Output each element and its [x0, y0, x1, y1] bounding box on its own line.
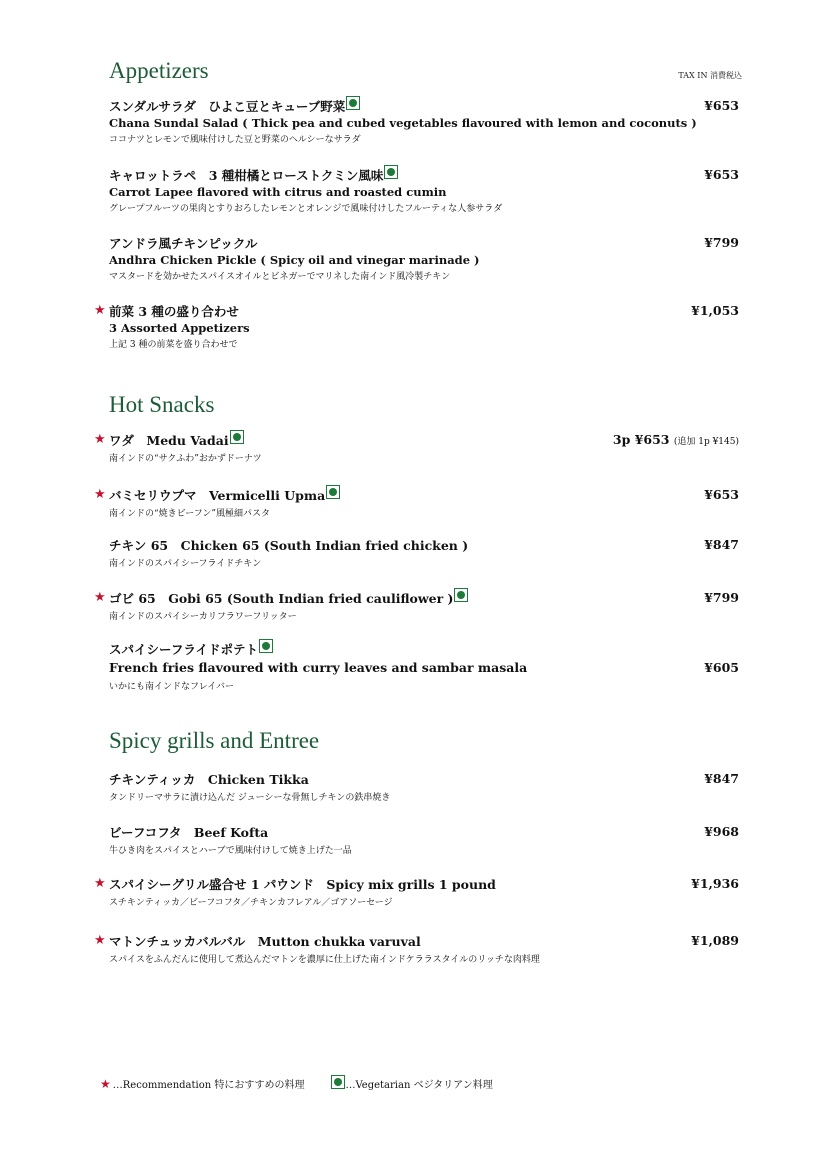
item-english: Andhra Chicken Pickle ( Spicy oil and vinegar marinade ) [109, 253, 480, 267]
vegetarian-icon [326, 485, 340, 499]
menu-item [94, 874, 739, 908]
section-title-grills: Spicy grills and Entree [109, 728, 320, 753]
menu-item [94, 931, 739, 965]
item-name: ビーフコフタ Beef Kofta [109, 824, 269, 840]
menu-item [94, 301, 739, 350]
item-name: スパイシーフライドポテト [109, 641, 259, 657]
item-description: タンドリーマサラに漬け込んだ ジューシーな骨無しチキンの鉄串焼き [109, 793, 391, 803]
item-price: ¥799 [704, 235, 739, 250]
item-name: マトンチュッカバルバル Mutton chukka varuval [109, 933, 421, 949]
menu-item [94, 96, 739, 145]
recommendation-star-icon: ★ [100, 1076, 111, 1091]
item-name: 前菜 3 種の盛り合わせ [109, 303, 239, 319]
item-price: ¥653 [704, 167, 739, 182]
item-price: ¥799 [704, 590, 739, 605]
tax-note: TAX IN 消費税込 [678, 71, 742, 80]
item-price: ¥1,936 [691, 876, 739, 891]
menu-item [94, 430, 739, 464]
item-english: 3 Assorted Appetizers [109, 321, 250, 335]
recommendation-star-icon: ★ [94, 876, 106, 891]
recommendation-star-icon: ★ [94, 303, 106, 318]
menu-item [94, 588, 739, 622]
vegetarian-icon [259, 639, 273, 653]
item-description: マスタードを効かせたスパイスオイルとビネガーでマリネした南インド風冷製チキン [109, 272, 451, 282]
vegetarian-icon [454, 588, 468, 602]
item-name: アンドラ風チキンピックル [109, 235, 258, 251]
item-price: ¥968 [704, 824, 739, 839]
vegetarian-icon [384, 165, 398, 179]
section-title-appetizers: Appetizers [109, 58, 209, 83]
item-price: ¥1,089 [691, 933, 739, 948]
item-price: ¥605 [704, 660, 739, 675]
recommendation-star-icon: ★ [94, 933, 106, 948]
item-price: ¥847 [704, 771, 739, 786]
item-description: スパイスをふんだんに使用して煮込んだマトンを濃厚に仕上げた南インドケララスタイルのリッチな肉料理 [109, 955, 540, 965]
legend-recommendation: …Recommendation 特におすすめの料理 [112, 1080, 305, 1091]
recommendation-star-icon: ★ [94, 590, 106, 605]
item-description: 上記 3 種の前菜を盛り合わせで [109, 340, 238, 350]
item-name: スンダルサラダ ひよこ豆とキューブ野菜 [109, 98, 346, 114]
item-description: 南インドのスパイシーフライドチキン [109, 559, 262, 569]
menu-item [94, 485, 739, 519]
recommendation-star-icon: ★ [94, 487, 106, 502]
item-description: グレープフルーツの果肉とすりおろしたレモンとオレンジで風味付けしたフルーティな人参サラダ [109, 204, 503, 214]
menu-item [94, 769, 739, 803]
item-price: ¥847 [704, 537, 739, 552]
item-english: Carrot Lapee flavored with citrus and roasted cumin [109, 185, 447, 199]
item-description: 南インドの“焼きビーフン”風極細パスタ [109, 509, 271, 519]
item-description: 南インドのスパイシーカリフラワーフリッター [109, 612, 297, 622]
item-name: チキン 65 Chicken 65 (South Indian fried chicken ) [109, 537, 469, 553]
item-name: ゴビ 65 Gobi 65 (South Indian fried cauliflower ) [109, 590, 454, 606]
item-name: ワダ Medu Vadai [109, 432, 229, 448]
vegetarian-icon [346, 96, 360, 110]
item-name: キャロットラペ 3 種柑橘とローストクミン風味 [109, 167, 384, 183]
item-description: 南インドの“サクふわ”おかずドーナツ [109, 454, 262, 464]
item-english: French fries flavoured with curry leaves and sambar masala [109, 660, 528, 675]
item-name: バミセリウプマ Vermicelli Upma [109, 487, 326, 503]
item-price: ¥653 [704, 487, 739, 502]
item-price: 3p ¥653 (追加 1p ¥145) [612, 432, 739, 447]
item-name: スパイシーグリル盛合せ 1 パウンド Spicy mix grills 1 pound [109, 876, 496, 892]
vegetarian-icon [331, 1075, 345, 1089]
section-title-hot-snacks: Hot Snacks [109, 392, 215, 417]
menu-item [94, 822, 739, 856]
item-description: ココナツとレモンで風味付けした豆と野菜のヘルシーなサラダ [109, 135, 361, 145]
item-price: ¥1,053 [691, 303, 739, 318]
menu-item [94, 535, 739, 569]
menu-item [94, 165, 739, 214]
legend [100, 1076, 493, 1091]
menu-item [94, 639, 739, 692]
item-price: ¥653 [704, 98, 739, 113]
menu-item [94, 233, 739, 282]
item-description: いかにも南インドなフレイバー [109, 682, 235, 692]
vegetarian-icon [230, 430, 244, 444]
item-description: スチキンティッカ／ビーフコフタ／チキンカフレアル／ゴアソーセージ [109, 898, 393, 908]
legend-vegetarian: …Vegetarian ベジタリアン料理 [345, 1080, 493, 1091]
item-english: Chana Sundal Salad ( Thick pea and cubed vegetables flavoured with lemon and coconuts ) [109, 116, 697, 130]
item-description: 牛ひき肉をスパイスとハーブで風味付けして焼き上げた一品 [109, 846, 352, 856]
recommendation-star-icon: ★ [94, 432, 106, 447]
item-name: チキンティッカ Chicken Tikka [109, 771, 309, 787]
